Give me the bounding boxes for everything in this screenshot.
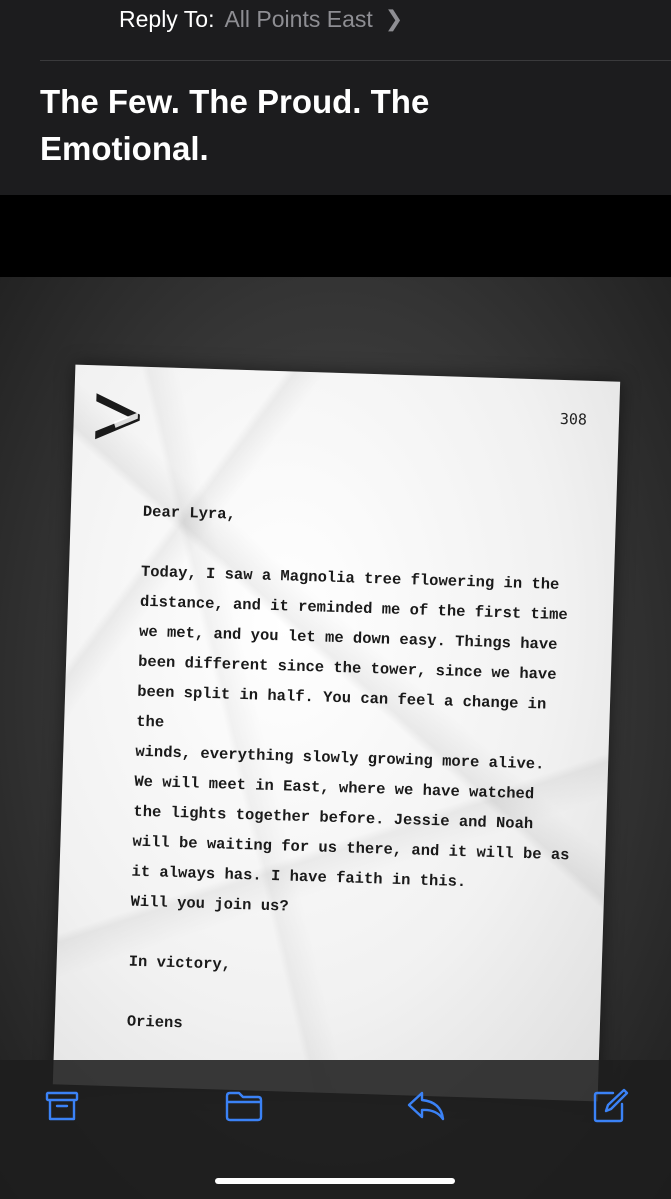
divider [40,60,671,61]
letter-paper [53,365,620,1102]
chevron-right-icon [91,389,145,445]
letter-line: it always has. I have faith in this. [131,862,467,892]
compose-button[interactable] [590,1086,630,1126]
letter-line: winds, everything slowly growing more alive. [135,742,545,774]
home-indicator[interactable] [215,1178,455,1184]
letter-line: We will meet in East, where we have watched [134,772,535,804]
letter-closing: In victory, [128,952,232,974]
page-number: 308 [559,409,588,429]
email-subject: The Few. The Proud. The Emotional. [40,83,430,167]
reply-to-row[interactable] [119,4,403,34]
letter-line: Today, I saw a Magnolia tree flowering in the [140,562,560,594]
letter-line: distance, and it reminded me of the first time [139,592,568,625]
letter-line: will be waiting for us there, and it will be as [132,832,570,865]
letter-text [126,497,583,1051]
move-to-folder-button[interactable] [224,1086,264,1126]
chevron-right-icon[interactable]: ❯ [384,6,404,31]
archive-icon [44,1089,80,1123]
reply-button[interactable] [406,1086,446,1126]
letter-greeting: Dear Lyra, [142,502,237,524]
email-header [0,0,671,195]
archive-button[interactable] [42,1086,82,1126]
folder-icon [224,1090,264,1122]
letter-line: the lights together before. Jessie and Noah [133,802,534,834]
image-spacer [0,195,671,277]
reply-icon [406,1089,446,1123]
letter-signature: Oriens [126,1012,183,1033]
reply-to-value[interactable]: All Points East [224,5,373,32]
reply-to-label: Reply To: [119,5,215,32]
letter-line: been split in half. You can feel a change in the [135,682,547,732]
letter-line: Will you join us? [130,892,289,916]
compose-icon [591,1088,629,1124]
letter-line: been different since the tower, since we have [137,652,557,684]
letter-line: we met, and you let me down easy. Things have [138,622,558,654]
